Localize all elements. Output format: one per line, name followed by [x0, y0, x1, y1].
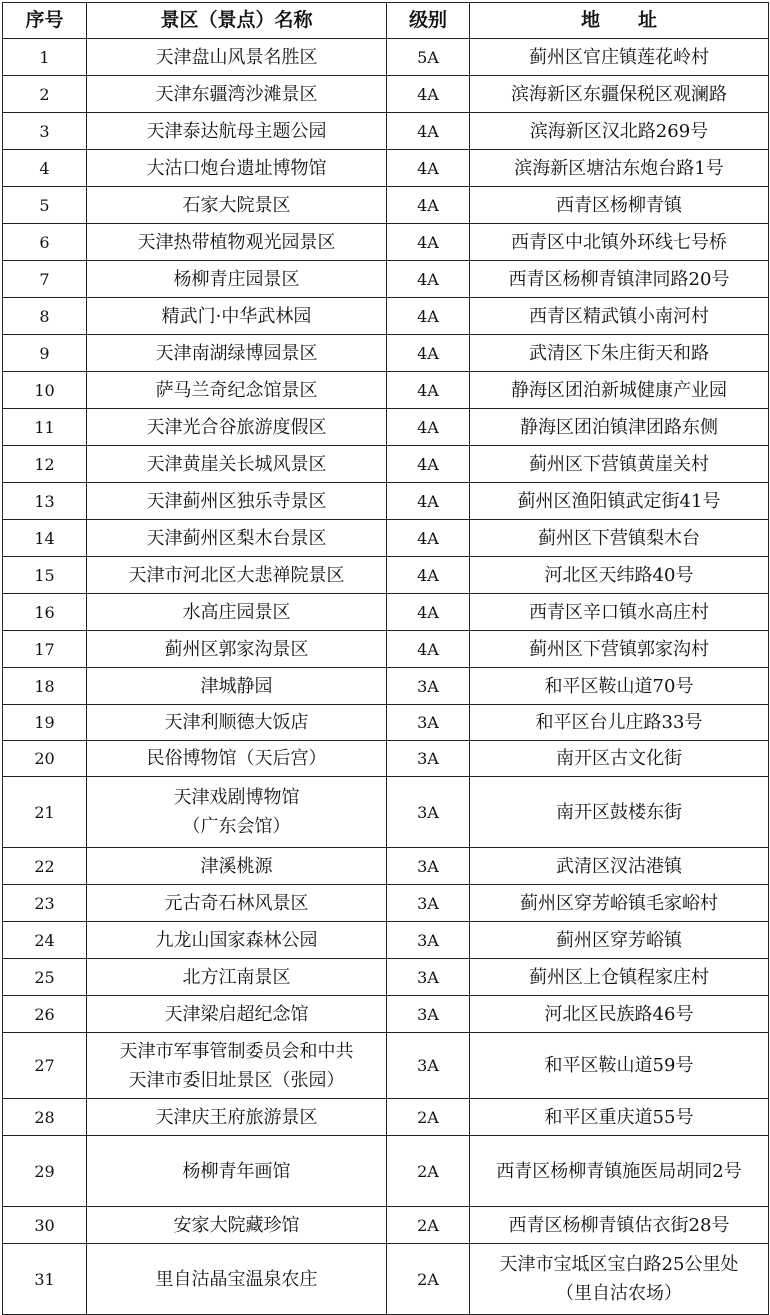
table-row: [3, 298, 769, 335]
scenic-address: [470, 224, 769, 261]
scenic-address: [470, 1207, 769, 1244]
table-row: [3, 557, 769, 594]
scenic-address: [470, 848, 769, 885]
scenic-name: [87, 39, 387, 76]
table-row: [3, 1033, 769, 1099]
scenic-level: 4A: [387, 520, 470, 557]
row-number: 21: [3, 777, 87, 848]
table-body: [3, 39, 769, 1315]
scenic-level: 4A: [387, 483, 470, 520]
table-row: [3, 335, 769, 372]
table-row: [3, 959, 769, 996]
row-number: 24: [3, 922, 87, 959]
scenic-address: [470, 996, 769, 1033]
scenic-name-line: 石家大院景区: [182, 194, 291, 216]
header-address: 地 址: [470, 3, 769, 39]
scenic-name: [87, 298, 387, 335]
scenic-level: 4A: [387, 372, 470, 409]
scenic-level: 3A: [387, 705, 470, 741]
scenic-level: 2A: [387, 1099, 470, 1136]
scenic-address-line: 天津市宝坻区宝白路25公里处: [499, 1254, 739, 1275]
scenic-name: [87, 261, 387, 298]
row-number: 26: [3, 996, 87, 1033]
scenic-address: [470, 1244, 769, 1315]
scenic-address-line: 西青区辛口镇水高庄村: [529, 601, 709, 623]
scenic-name: [87, 1033, 387, 1099]
scenic-name-line: （广东会馆）: [182, 816, 291, 837]
scenic-level: 3A: [387, 848, 470, 885]
row-number: 14: [3, 520, 87, 557]
scenic-name: [87, 996, 387, 1033]
header-number: 序号: [3, 3, 87, 39]
row-number: 11: [3, 409, 87, 446]
scenic-level: 4A: [387, 224, 470, 261]
scenic-address-line: 蓟州区下营镇梨木台: [538, 527, 700, 549]
scenic-name: [87, 372, 387, 409]
scenic-name-line: 天津东疆湾沙滩景区: [155, 83, 318, 105]
row-number: 19: [3, 705, 87, 741]
scenic-name-line: 民俗博物馆（天后宫）: [146, 748, 327, 769]
scenic-address-line: 和平区鞍山道59号: [544, 1055, 694, 1076]
scenic-level: 3A: [387, 885, 470, 922]
row-number: 13: [3, 483, 87, 520]
scenic-name: [87, 885, 387, 922]
scenic-address-line: 蓟州区上仓镇程家庄村: [529, 966, 709, 988]
row-number: 18: [3, 668, 87, 705]
scenic-name-line: 天津热带植物观光园景区: [137, 231, 336, 253]
table-row: [3, 372, 769, 409]
scenic-level: 3A: [387, 1033, 470, 1099]
table-row: [3, 520, 769, 557]
scenic-level: 2A: [387, 1244, 470, 1315]
scenic-level: 2A: [387, 1136, 470, 1207]
scenic-name-line: 萨马兰奇纪念馆景区: [155, 379, 318, 401]
scenic-address-line: 和平区鞍山道70号: [544, 675, 694, 697]
scenic-name: [87, 76, 387, 113]
table-row: [3, 922, 769, 959]
scenic-address-line: 西青区精武镇小南河村: [529, 305, 709, 327]
scenic-name: [87, 520, 387, 557]
scenic-name: [87, 594, 387, 631]
scenic-name: [87, 1136, 387, 1207]
scenic-address-line: 河北区民族路46号: [544, 1003, 694, 1025]
scenic-address: [470, 187, 769, 224]
table-row: [3, 848, 769, 885]
scenic-address-line: 西青区杨柳青镇估衣街28号: [508, 1214, 730, 1236]
scenic-level: 2A: [387, 1207, 470, 1244]
scenic-address: [470, 76, 769, 113]
table-row: [3, 996, 769, 1033]
scenic-address-line: 滨海新区塘沽东炮台路1号: [514, 157, 724, 179]
scenic-level: 4A: [387, 409, 470, 446]
scenic-level: 3A: [387, 668, 470, 705]
row-number: 9: [3, 335, 87, 372]
table-row: [3, 777, 769, 848]
row-number: 29: [3, 1136, 87, 1207]
row-number: 7: [3, 261, 87, 298]
table-row: [3, 261, 769, 298]
scenic-name: [87, 224, 387, 261]
scenic-name-line: 精武门·中华武林园: [161, 305, 312, 327]
scenic-level: 4A: [387, 150, 470, 187]
scenic-address-line: 蓟州区下营镇黄崖关村: [529, 453, 709, 475]
row-number: 22: [3, 848, 87, 885]
scenic-name: [87, 631, 387, 668]
scenic-level: 5A: [387, 39, 470, 76]
scenic-name: [87, 113, 387, 150]
scenic-name: [87, 741, 387, 777]
scenic-name-line: 天津蓟州区梨木台景区: [146, 527, 327, 549]
scenic-address: [470, 483, 769, 520]
scenic-name-line: 津城静园: [200, 675, 273, 697]
header-name: 景区（景点）名称: [87, 3, 387, 39]
table-row: [3, 1244, 769, 1315]
scenic-name-line: 天津蓟州区独乐寺景区: [146, 490, 327, 512]
scenic-address-line: 武清区下朱庄街天和路: [529, 342, 709, 364]
scenic-name-line: 安家大院藏珍馆: [173, 1214, 300, 1236]
row-number: 8: [3, 298, 87, 335]
scenic-address: [470, 741, 769, 777]
scenic-name-line: 天津市军事管制委员会和中共: [119, 1040, 354, 1062]
scenic-address: [470, 335, 769, 372]
table-row: [3, 446, 769, 483]
scenic-address: [470, 1136, 769, 1207]
scenic-name: [87, 150, 387, 187]
row-number: 27: [3, 1033, 87, 1099]
scenic-spots-table: [2, 2, 769, 1315]
scenic-address-line: 和平区台儿庄路33号: [535, 712, 703, 733]
table-row: [3, 187, 769, 224]
table-row: [3, 76, 769, 113]
row-number: 12: [3, 446, 87, 483]
scenic-address-line: 滨海新区汉北路269号: [529, 120, 709, 142]
scenic-name-line: 天津庆王府旅游景区: [155, 1106, 318, 1128]
row-number: 2: [3, 76, 87, 113]
row-number: 5: [3, 187, 87, 224]
scenic-address-line: 西青区中北镇外环线七号桥: [511, 231, 727, 253]
table-row: [3, 113, 769, 150]
table-row: [3, 631, 769, 668]
table-row: [3, 224, 769, 261]
scenic-address: [470, 520, 769, 557]
scenic-name-line: 天津盘山风景名胜区: [155, 46, 318, 68]
scenic-address: [470, 557, 769, 594]
scenic-name-line: 津溪桃源: [200, 855, 273, 877]
scenic-address: [470, 446, 769, 483]
row-number: 17: [3, 631, 87, 668]
scenic-address-line: 武清区汊沽港镇: [556, 855, 682, 877]
scenic-address: [470, 777, 769, 848]
scenic-level: 3A: [387, 777, 470, 848]
scenic-name-line: 北方江南景区: [182, 966, 291, 988]
scenic-name-line: 九龙山国家森林公园: [155, 929, 318, 951]
scenic-name: [87, 1207, 387, 1244]
scenic-address-line: 静海区团泊新城健康产业园: [511, 379, 727, 401]
row-number: 23: [3, 885, 87, 922]
scenic-address: [470, 631, 769, 668]
scenic-level: 3A: [387, 922, 470, 959]
scenic-address: [470, 298, 769, 335]
scenic-address: [470, 1099, 769, 1136]
scenic-name-line: 天津黄崖关长城风景区: [146, 453, 327, 475]
scenic-address-line: 蓟州区穿芳峪镇: [556, 929, 682, 951]
table-row: [3, 39, 769, 76]
scenic-name-line: 水高庄园景区: [182, 601, 291, 623]
scenic-level: 4A: [387, 76, 470, 113]
row-number: 1: [3, 39, 87, 76]
scenic-level: 4A: [387, 261, 470, 298]
scenic-address-line: 静海区团泊镇津团路东侧: [520, 416, 718, 438]
scenic-level: 4A: [387, 557, 470, 594]
scenic-level: 4A: [387, 335, 470, 372]
scenic-name-line: 天津戏剧博物馆: [173, 787, 300, 808]
scenic-name-line: 天津利顺德大饭店: [164, 712, 309, 733]
scenic-address-line: 蓟州区官庄镇莲花岭村: [529, 46, 709, 68]
scenic-level: 3A: [387, 996, 470, 1033]
scenic-name-line: 杨柳青年画馆: [182, 1160, 291, 1182]
scenic-address-line: （里自沽农场）: [556, 1283, 682, 1304]
scenic-level: 4A: [387, 446, 470, 483]
table-row: [3, 668, 769, 705]
scenic-name: [87, 777, 387, 848]
scenic-name-line: 天津光合谷旅游度假区: [146, 416, 327, 438]
row-number: 28: [3, 1099, 87, 1136]
row-number: 4: [3, 150, 87, 187]
scenic-name: [87, 483, 387, 520]
scenic-address: [470, 959, 769, 996]
scenic-name: [87, 187, 387, 224]
scenic-address-line: 蓟州区穿芳峪镇毛家峪村: [520, 892, 718, 914]
scenic-name-line: 天津梁启超纪念馆: [164, 1003, 309, 1025]
table-row: [3, 1207, 769, 1244]
scenic-level: 3A: [387, 741, 470, 777]
table-row: [3, 483, 769, 520]
scenic-name-line: 天津南湖绿博园景区: [155, 342, 318, 364]
scenic-name: [87, 959, 387, 996]
scenic-address: [470, 261, 769, 298]
row-number: 16: [3, 594, 87, 631]
scenic-address-line: 西青区杨柳青镇: [556, 194, 682, 216]
scenic-level: 4A: [387, 298, 470, 335]
scenic-address-line: 南开区古文化街: [556, 748, 682, 769]
scenic-name-line: 蓟州区郭家沟景区: [164, 638, 309, 660]
row-number: 25: [3, 959, 87, 996]
scenic-name: [87, 922, 387, 959]
scenic-name: [87, 848, 387, 885]
scenic-address: [470, 39, 769, 76]
scenic-address: [470, 113, 769, 150]
scenic-address-line: 和平区重庆道55号: [544, 1106, 694, 1128]
scenic-name: [87, 335, 387, 372]
scenic-level: 3A: [387, 959, 470, 996]
scenic-address-line: 滨海新区东疆保税区观澜路: [511, 83, 727, 105]
scenic-name-line: 元古奇石林风景区: [164, 892, 309, 914]
scenic-name: [87, 705, 387, 741]
row-number: 20: [3, 741, 87, 777]
scenic-name-line: 天津市委旧址景区（张园）: [128, 1069, 345, 1091]
row-number: 30: [3, 1207, 87, 1244]
scenic-name-line: 天津市河北区大悲禅院景区: [128, 564, 345, 586]
scenic-address: [470, 705, 769, 741]
scenic-name-line: 杨柳青庄园景区: [173, 268, 300, 290]
scenic-address: [470, 668, 769, 705]
scenic-address: [470, 150, 769, 187]
table-row: [3, 885, 769, 922]
scenic-address-line: 河北区天纬路40号: [544, 564, 694, 586]
table-row: [3, 741, 769, 777]
table-row: [3, 1099, 769, 1136]
table-row: [3, 409, 769, 446]
scenic-level: 4A: [387, 113, 470, 150]
row-number: 10: [3, 372, 87, 409]
scenic-address: [470, 372, 769, 409]
scenic-name: [87, 1244, 387, 1315]
scenic-address-line: 蓟州区下营镇郭家沟村: [529, 638, 709, 660]
scenic-address-line: 蓟州区渔阳镇武定街41号: [517, 490, 721, 512]
scenic-name: [87, 557, 387, 594]
scenic-level: 4A: [387, 631, 470, 668]
table-row: [3, 594, 769, 631]
table-row: [3, 150, 769, 187]
scenic-name-line: 里自沽晶宝温泉农庄: [155, 1268, 318, 1290]
row-number: 3: [3, 113, 87, 150]
scenic-name: [87, 409, 387, 446]
scenic-address: [470, 1033, 769, 1099]
scenic-name-line: 天津泰达航母主题公园: [146, 120, 327, 142]
scenic-name-line: 大沽口炮台遗址博物馆: [146, 157, 327, 179]
scenic-name: [87, 1099, 387, 1136]
table-row: [3, 705, 769, 741]
table-header-row: [3, 3, 769, 39]
scenic-level: 4A: [387, 187, 470, 224]
header-level: 级别: [387, 3, 470, 39]
scenic-address: [470, 885, 769, 922]
row-number: 15: [3, 557, 87, 594]
scenic-name: [87, 446, 387, 483]
table-row: [3, 1136, 769, 1207]
scenic-address: [470, 922, 769, 959]
scenic-address-line: 西青区杨柳青镇津同路20号: [508, 268, 730, 290]
scenic-name: [87, 668, 387, 705]
row-number: 6: [3, 224, 87, 261]
scenic-address-line: 西青区杨柳青镇施医局胡同2号: [496, 1160, 742, 1182]
scenic-address: [470, 594, 769, 631]
scenic-level: 4A: [387, 594, 470, 631]
row-number: 31: [3, 1244, 87, 1315]
scenic-address-line: 南开区鼓楼东街: [556, 801, 682, 823]
scenic-address: [470, 409, 769, 446]
